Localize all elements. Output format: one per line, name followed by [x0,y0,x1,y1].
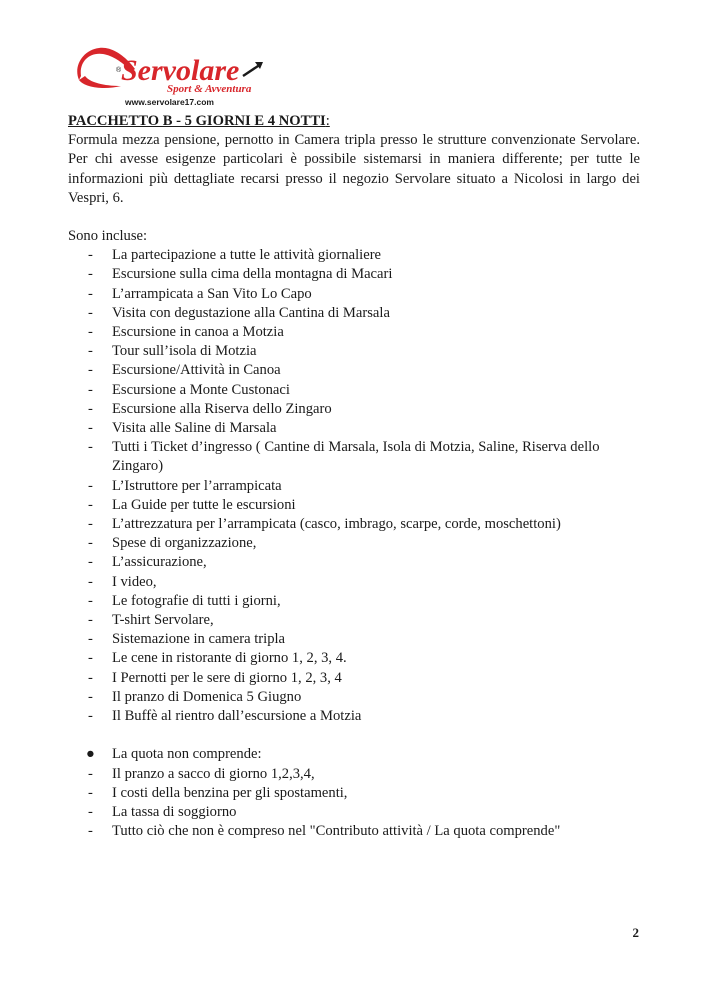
list-item [68,265,640,284]
spacer [68,208,640,227]
dash-marker: - [88,324,93,341]
list-item [68,553,640,572]
included-list [68,246,640,726]
logo-brand-text: Servolare [121,54,240,87]
package-title-colon: : [325,113,330,129]
dash-marker: - [88,266,93,283]
dash-marker: - [88,400,93,417]
dash-marker: - [88,362,93,379]
dash-marker: - [88,669,93,686]
list-item [68,630,640,649]
list-item [68,573,640,592]
dash-marker: - [88,516,93,533]
list-item-text: L’attrezzatura per l’arrampicata (casco, imbrago, scarpe, corde, moschettoni) [112,516,561,533]
list-item-text: L’Istruttore per l’arrampicata [112,477,282,494]
logo-swoosh-highlight [89,65,115,74]
list-item-text: Escursione in canoa a Motzia [112,324,284,341]
list-item-text: Visita con degustazione alla Cantina di Marsala [112,304,390,321]
dash-marker: - [88,573,93,590]
list-item-text: Spese di organizzazione, [112,535,257,552]
excluded-heading-row [68,745,640,764]
list-item [68,304,640,323]
list-item [68,419,640,438]
list-item [68,496,640,515]
dash-marker: - [88,784,93,801]
list-item [68,803,640,822]
list-item-text: Escursione alla Riserva dello Zingaro [112,400,332,417]
list-item-text: L’arrampicata a San Vito Lo Capo [112,285,312,302]
dash-marker: - [88,247,93,264]
logo-url: www.servolare17.com [125,97,214,107]
list-item-text: La Guide per tutte le escursioni [112,496,296,513]
dash-marker: - [88,823,93,840]
list-item-text: Escursione a Monte Custonaci [112,381,290,398]
intro-paragraph: Formula mezza pensione, pernotto in Camera tripla presso le strutture convenzionate Servolare. Per chi avesse esigenze particolari è possibile sistemarsi in maniera differente; per tutte le informazioni più dettagliate recarsi presso il negozio Servolare situato a Nicolosi in largo dei Vespri, 6. [68,132,640,206]
dash-marker: - [88,592,93,609]
list-item-text: Il pranzo a sacco di giorno 1,2,3,4, [112,765,315,782]
bullet-icon: ● [86,746,95,763]
list-item [68,342,640,361]
dash-marker: - [88,381,93,398]
list-item [68,649,640,668]
logo-swoosh-bottom [79,76,121,88]
dash-marker: - [88,650,93,667]
dash-marker: - [88,496,93,513]
dash-marker: - [88,631,93,648]
list-item-text: Escursione/Attività in Canoa [112,362,281,379]
list-item-text: La tassa di soggiorno [112,803,237,820]
list-item-text: Le fotografie di tutti i giorni, [112,592,281,609]
list-item-text: I video, [112,573,157,590]
list-item [68,707,640,726]
list-item-text: La partecipazione a tutte le attività giornaliere [112,247,382,264]
list-item-text: Sistemazione in camera tripla [112,631,286,648]
list-item-text: Tutti i Ticket d’ingresso ( Cantine di Marsala, Isola di Motzia, Saline, Riserva dello Zingaro) [112,439,600,475]
servolare-logo-graphic [75,42,270,110]
dash-marker: - [88,420,93,437]
list-item [68,669,640,688]
list-item [68,688,640,707]
list-item [68,822,640,841]
list-item [68,611,640,630]
dash-marker: - [88,535,93,552]
list-item-text: L’assicurazione, [112,554,207,571]
servolare-logo [75,42,270,110]
list-item-text: Escursione sulla cima della montagna di Macari [112,266,393,283]
dash-marker: - [88,765,93,782]
dash-marker: - [88,612,93,629]
list-item [68,784,640,803]
list-item [68,438,640,476]
list-item-text: T-shirt Servolare, [112,612,214,629]
dash-marker: - [88,554,93,571]
list-item-text: Le cene in ristorante di giorno 1, 2, 3, 4. [112,650,347,667]
dash-marker: - [88,708,93,725]
list-item-text: Tour sull’isola di Motzia [112,343,257,360]
list-item [68,361,640,380]
dash-marker: - [88,343,93,360]
list-item [68,534,640,553]
list-item-text: Visita alle Saline di Marsala [112,420,277,437]
package-title [68,112,640,131]
list-item [68,515,640,534]
package-title-text: PACCHETTO B - 5 GIORNI E 4 NOTTI [68,113,326,129]
list-item [68,592,640,611]
dash-marker: - [88,803,93,820]
list-item-text: I Pernotti per le sere di giorno 1, 2, 3, 4 [112,669,342,686]
list-item [68,323,640,342]
list-item [68,765,640,784]
list-item [68,285,640,304]
dash-marker: - [88,688,93,705]
list-item [68,246,640,265]
list-item-text: Il pranzo di Domenica 5 Giugno [112,688,302,705]
logo-registered-mark: ® [116,67,122,74]
dash-marker: - [88,285,93,302]
dash-marker: - [88,477,93,494]
logo-tagline: Sport & Avventura [167,83,252,95]
excluded-list [68,765,640,842]
list-item-text: Tutto ciò che non è compreso nel "Contributo attività / La quota comprende" [112,823,561,840]
document-body [68,112,640,841]
page-number: 2 [632,925,639,940]
included-heading: Sono incluse: [68,228,148,245]
dash-marker: - [88,304,93,321]
list-item-text: Il Buffè al rientro dall’escursione a Motzia [112,708,362,725]
list-item [68,400,640,419]
list-item [68,381,640,400]
dash-marker: - [88,439,93,456]
list-item [68,477,640,496]
excluded-heading: La quota non comprende: [112,746,262,763]
list-item-text: I costi della benzina per gli spostamenti, [112,784,348,801]
